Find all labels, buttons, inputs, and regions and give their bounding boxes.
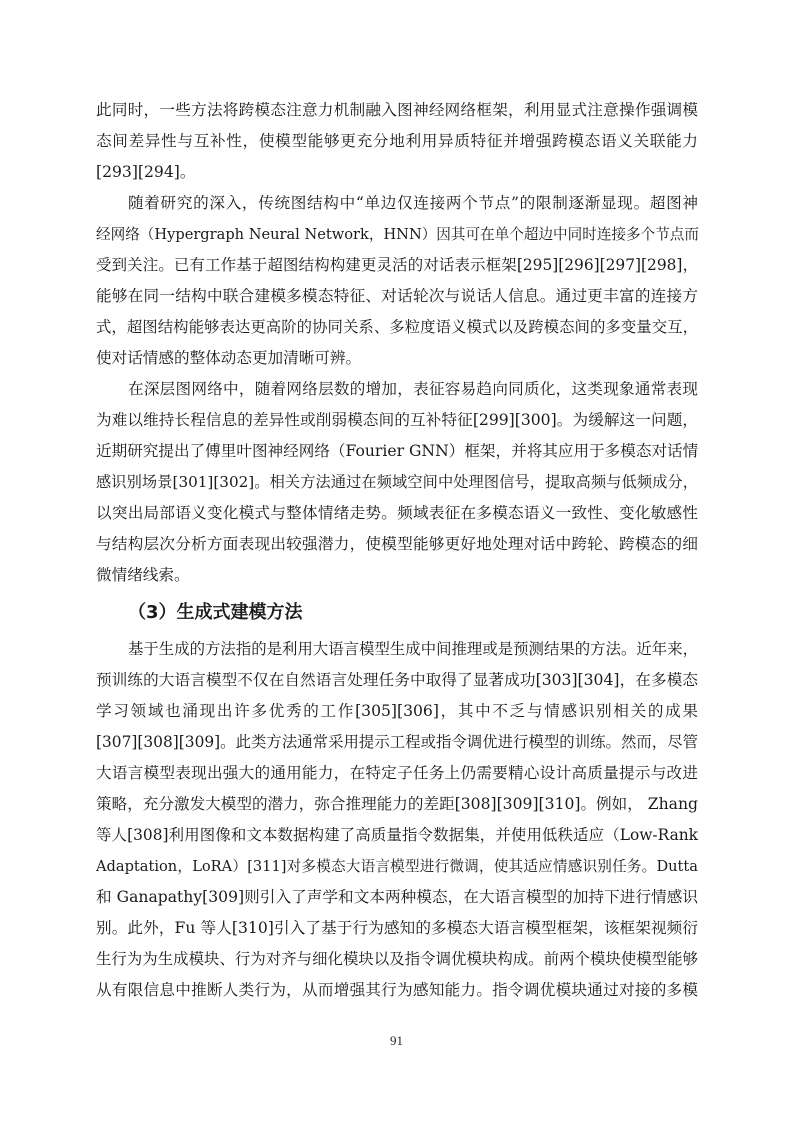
paragraph-line: 使对话情感的整体动态更加清晰可辨。 xyxy=(96,349,362,367)
paragraph-line: 能够在同一结构中联合建模多模态特征、对话轮次与说话人信息。通过更丰富的连接方 xyxy=(96,287,698,305)
paragraph-line: 和 Ganapathy[309]则引入了声学和文本两种模态，在大语言模型的加持下进行情感识 xyxy=(96,888,698,906)
paragraph-first-line: 随着研究的深入，传统图结构中“单边仅连接两个节点”的限制逐渐显现。超图神 xyxy=(128,194,698,212)
paragraph-line: 感识别场景[301][302]。相关方法通过在频域空间中处理图信号，提取高频与低频成分， xyxy=(96,473,698,491)
paragraph-line: 经网络（Hypergraph Neural Network，HNN）因其可在单个超边中同时连接多个节点而 xyxy=(96,226,699,243)
paragraph-line: Adaptation，LoRA）[311]对多模态大语言模型进行微调，使其适应情感识别任务。Dutta xyxy=(96,858,698,875)
paragraph-line: [293][294]。 xyxy=(96,163,196,181)
paragraph-line: 预训练的大语言模型不仅在自然语言处理任务中取得了显著成功[303][304]，在多模态 xyxy=(96,671,698,689)
paragraph-line: 从有限信息中推断人类行为，从而增强其行为感知能力。指令调优模块通过对接的多模 xyxy=(96,981,698,999)
paragraph-first-line: 基于生成的方法指的是利用大语言模型生成中间推理或是预测结果的方法。近年来， xyxy=(128,640,698,658)
paragraph-line: 策略，充分激发大模型的潜力，弥合推理能力的差距[308][309][310]。例如， Zhang xyxy=(96,795,698,813)
paragraph-line: 此同时，一些方法将跨模态注意力机制融入图神经网络框架，利用显式注意操作强调模 xyxy=(96,101,698,119)
paragraph-line: [307][308][309]。此类方法通常采用提示工程或指令调优进行模型的训练。然而，尽管 xyxy=(96,733,698,751)
paragraph-first-line: 在深层图网络中，随着网络层数的增加，表征容易趋向同质化，这类现象通常表现 xyxy=(128,380,698,398)
paragraph-line: 受到关注。已有工作基于超图结构构建更灵活的对话表示框架[295][296][297][298]， xyxy=(96,256,698,274)
paragraph-line: 以突出局部语义变化模式与整体情绪走势。频域表征在多模态语义一致性、变化敏感性 xyxy=(96,504,698,522)
paragraph-line: 与结构层次分析方面表现出较强潜力，使模型能够更好地处理对话中跨轮、跨模态的细 xyxy=(96,535,698,553)
paragraph-line: 学习领域也涌现出许多优秀的工作[305][306]，其中不乏与情感识别相关的成果 xyxy=(96,702,698,720)
paragraph-line: 大语言模型表现出强大的通用能力，在特定子任务上仍需要精心设计高质量提示与改进 xyxy=(96,764,698,782)
section-heading: （3）生成式建模方法 xyxy=(128,602,303,623)
paragraph-line: 生行为为生成模块、行为对齐与细化模块以及指令调优模块构成。前两个模块使模型能够 xyxy=(96,950,698,968)
paragraph-line: 态间差异性与互补性，使模型能够更充分地利用异质特征并增强跨模态语义关联能力 xyxy=(96,132,698,150)
paragraph-line: 别。此外，Fu 等人[310]引入了基于行为感知的多模态大语言模型框架，该框架视频衍 xyxy=(96,919,698,937)
paragraph-line: 等人[308]利用图像和文本数据构建了高质量指令数据集，并使用低秩适应（Low-Rank xyxy=(96,826,698,844)
page-number: 91 xyxy=(390,1033,403,1048)
paragraph-line: 近期研究提出了傅里叶图神经网络（Fourier GNN）框架，并将其应用于多模态对话情 xyxy=(96,442,699,460)
paragraph-line: 式，超图结构能够表达更高阶的协同关系、多粒度语义模式以及跨模态间的多变量交互， xyxy=(96,318,698,336)
paragraph-line: 为难以维持长程信息的差异性或削弱模态间的互补特征[299][300]。为缓解这一问题， xyxy=(96,411,698,429)
paragraph-line: 微情绪线索。 xyxy=(96,566,190,584)
